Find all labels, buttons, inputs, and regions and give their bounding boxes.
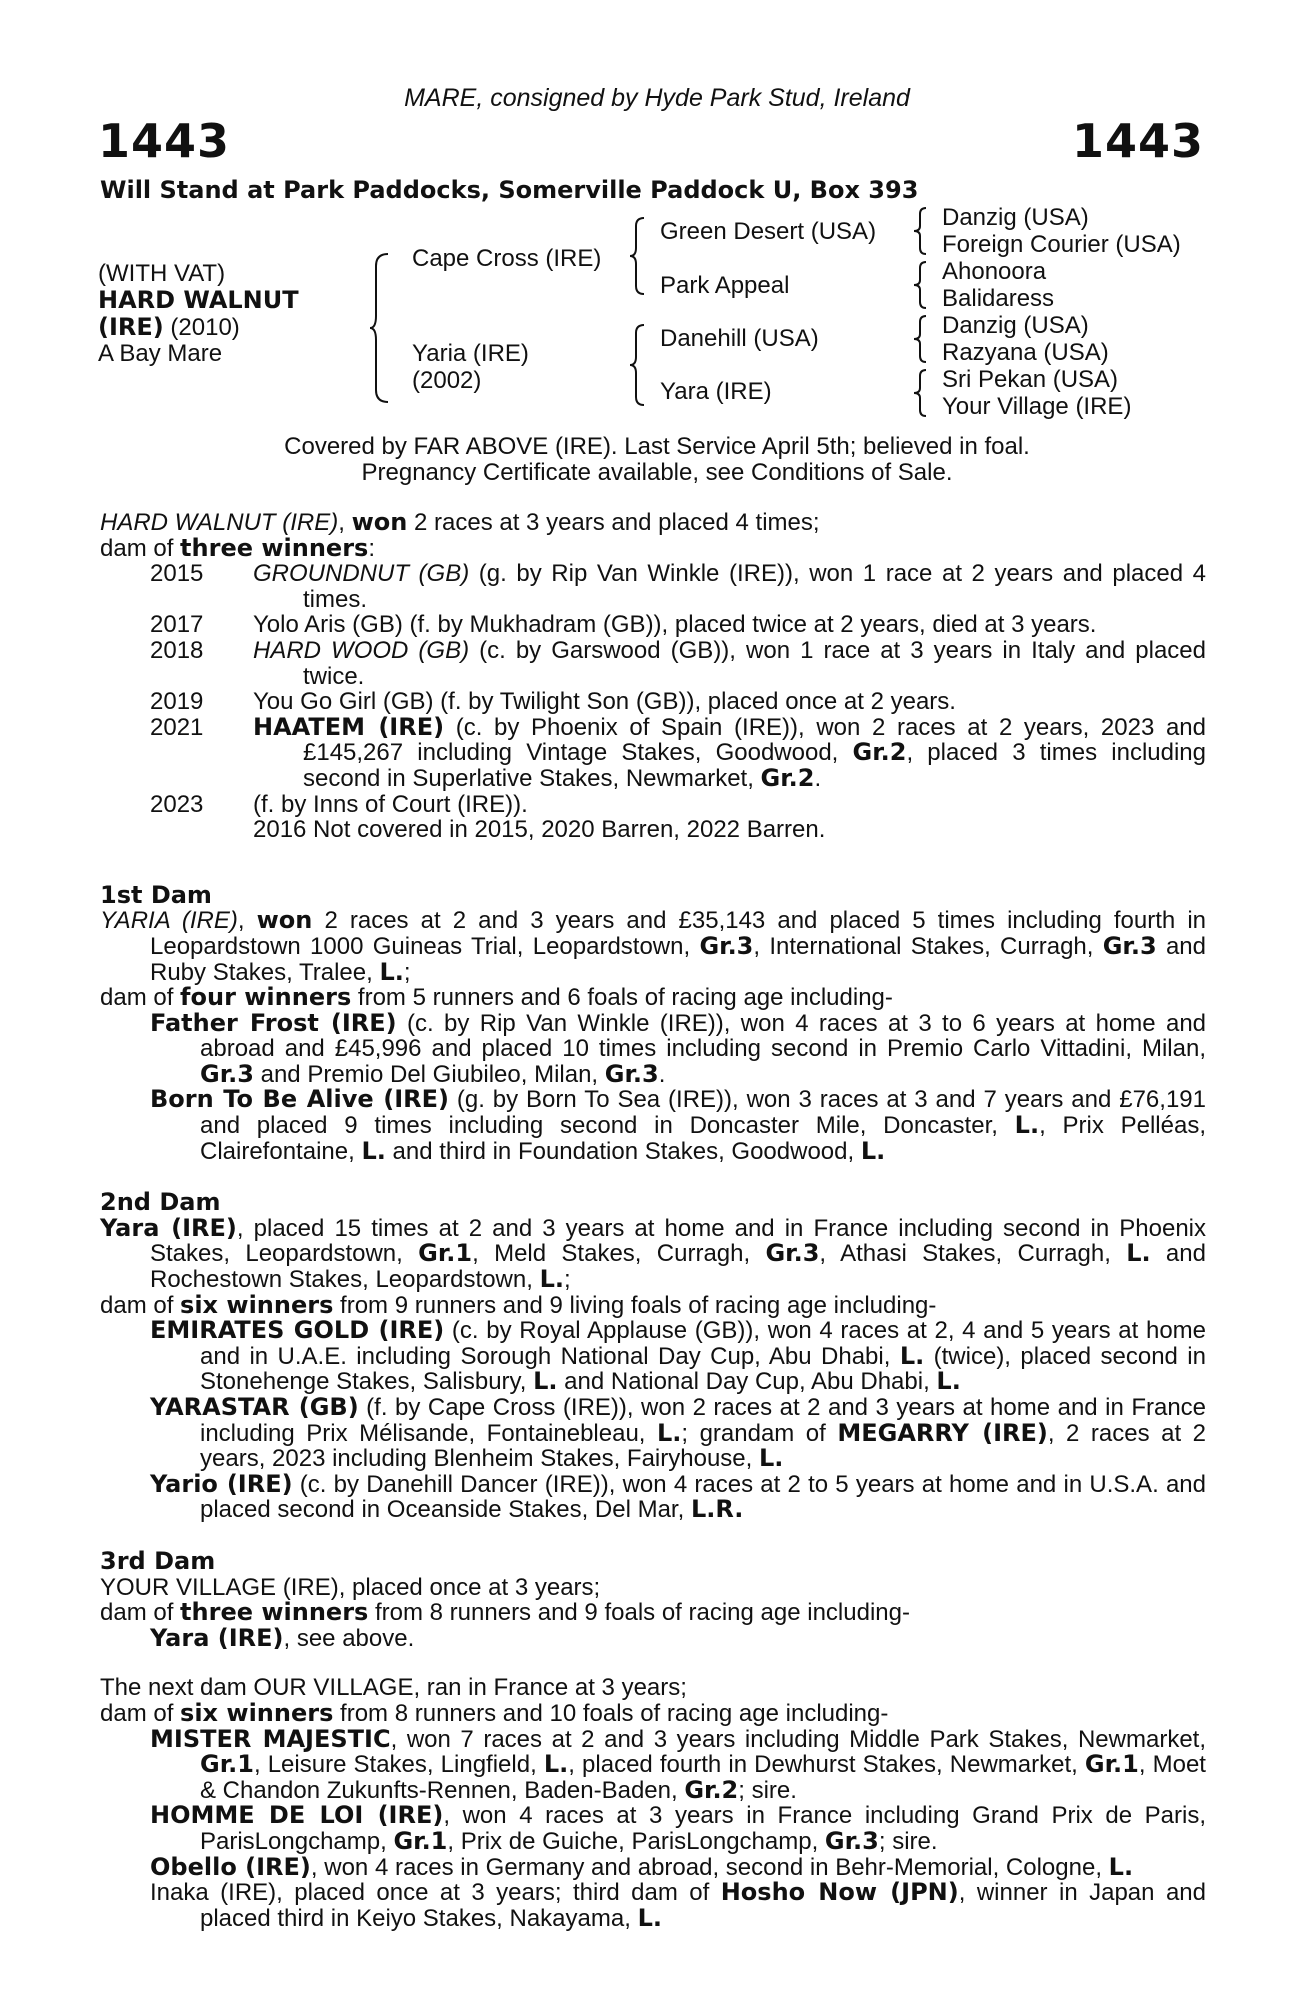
pedigree-ssd: Foreign Courier (USA) <box>942 231 1181 258</box>
third-dam-of: dam of three winners from 8 runners and 9 foals of racing age including- <box>100 1598 910 1627</box>
second-dam-of: dam of six winners from 9 runners and 9 living foals of racing age including- <box>100 1290 937 1319</box>
pregnancy-line: Pregnancy Certificate available, see Conditions of Sale. <box>361 459 953 486</box>
bracket-dd <box>912 368 930 418</box>
pedigree-sds: Ahonoora <box>942 258 1047 285</box>
second-dam-entry: EMIRATES GOLD (IRE) (c. by Royal Applause (GB)), won 4 races at 2, 4 and 5 years at home and in U.A.E. including Sorough National Day Cup, Abu Dhabi, L. (twice), placed second in Stonehenge Stakes, Salisbury, L. and National Day Cup, Abu Dhabi, L. <box>150 1316 1207 1396</box>
pedigree-dam-year: (2002) <box>412 367 482 394</box>
bracket-ss <box>912 206 930 256</box>
second-dam-entry: YARASTAR (GB) (f. by Cape Cross (IRE)), won 2 races at 2 and 3 years at home and in France including Prix Mélisande, Fontainebleau, L.; grandam of MEGARRY (IRE), 2 races at 2 years, 2023 including Blenheim Stakes, Fairyhouse, L. <box>150 1393 1207 1473</box>
first-dam-record: YARIA (IRE), won 2 races at 2 and 3 years and £35,143 and placed 5 times including fourth in Leopardstown 1000 Guineas Trial, Leopardstown, Gr.3, International Stakes, Curragh, Gr.3 and Ruby Stakes, Tralee, L.; <box>100 906 1207 986</box>
pedigree-dsd: Razyana (USA) <box>942 339 1109 366</box>
pedigree-bracket-sire <box>628 216 648 296</box>
next-dam-of: dam of six winners from 8 runners and 10 foals of racing age including- <box>100 1698 889 1727</box>
produce-row: 2023 (f. by Inns of Court (IRE)). <box>150 790 528 818</box>
first-dam-entry: Born To Be Alive (IRE) (g. by Born To Sea (IRE)), won 3 races at 3 and 7 years and £76,191 and placed 9 times including second in Doncaster Mile, Doncaster, L., Prix Pelléas, Clairefontaine, L. and third in Foundation Stakes, Goodwood, L. <box>150 1085 1207 1165</box>
pedigree-dam: Yaria (IRE) <box>412 340 529 367</box>
third-dam-record: YOUR VILLAGE (IRE), placed once at 3 years; <box>100 1573 601 1601</box>
next-dam-record: The next dam OUR VILLAGE, ran in France at 3 years; <box>100 1674 687 1702</box>
vat-label: (WITH VAT) <box>98 260 226 287</box>
second-dam-entry: Yario (IRE) (c. by Danehill Dancer (IRE)), won 4 races at 2 to 5 years at home and in U.S.A. and placed second in Oceanside Stakes, Del Mar, L.R. <box>150 1469 1206 1524</box>
produce-row: 2019 You Go Girl (GB) (f. by Twilight Son (GB)), placed once at 2 years. <box>150 688 956 716</box>
lot-number-left: 1443 <box>98 114 231 168</box>
bracket-ds <box>912 314 930 364</box>
pedigree-dam-dam: Yara (IRE) <box>660 378 772 405</box>
produce-dam-of: dam of three winners: <box>100 533 375 562</box>
produce-row: 2016 Not covered in 2015, 2020 Barren, 2022 Barren. <box>253 816 826 844</box>
next-dam-entry: HOMME DE LOI (IRE), won 4 races at 3 years in France including Grand Prix de Paris, ParisLongchamp, Gr.1, Prix de Guiche, ParisLongchamp, Gr.3; sire. <box>150 1801 1207 1855</box>
produce-row: 2021 HAATEM (IRE) (c. by Phoenix of Spain (IRE)), won 2 races at 2 years, 2023 and £145,267 including Vintage Stakes, Goodwood, Gr.2, placed 3 times including second in Superlative Stakes, Newmarket, Gr.2. <box>150 712 1206 792</box>
produce-record <box>100 510 1206 1931</box>
pedigree-sdd: Balidaress <box>942 285 1055 312</box>
pedigree-sire-dam: Park Appeal <box>660 272 790 299</box>
horse-name-line2: (IRE) (2010) <box>98 313 240 341</box>
produce-row: 2018 HARD WOOD (GB) (c. by Garswood (GB)), won 1 race at 3 years in Italy and placed twice. <box>150 636 1206 690</box>
third-dam-entry: Yara (IRE), see above. <box>150 1623 415 1652</box>
pedigree-dam-sire: Danehill (USA) <box>660 325 819 352</box>
next-dam-entry: Obello (IRE), won 4 races in Germany and abroad, second in Behr-Memorial, Cologne, L. <box>150 1852 1134 1881</box>
first-dam-heading: 1st Dam <box>100 880 212 909</box>
horse-name: HARD WALNUT <box>98 286 299 314</box>
pedigree-sire-sire: Green Desert (USA) <box>660 218 877 245</box>
next-dam-entry: MISTER MAJESTIC, won 7 races at 2 and 3 years including Middle Park Stakes, Newmarket, Gr.1, Leisure Stakes, Lingfield, L., placed fourth in Dewhurst Stakes, Newmarket, Gr.1, Moet & Chandon Zukunfts-Rennen, Baden-Baden, Gr.2; sire. <box>150 1724 1207 1804</box>
third-dam-heading: 3rd Dam <box>100 1546 216 1575</box>
lot-number-right: 1443 <box>1071 114 1204 168</box>
next-dam-entry: Inaka (IRE), placed once at 3 years; third dam of Hosho Now (JPN), winner in Japan and placed third in Keiyo Stakes, Nakayama, L. <box>150 1878 1206 1932</box>
stand-location: Will Stand at Park Paddocks, Somerville Paddock U, Box 393 <box>100 176 919 204</box>
covered-line: Covered by FAR ABOVE (IRE). Last Service April 5th; believed in foal. <box>284 433 1030 460</box>
pedigree-bracket-main <box>368 252 392 404</box>
produce-intro: HARD WALNUT (IRE), won 2 races at 3 years and placed 4 times; <box>100 508 820 536</box>
pedigree-dds: Sri Pekan (USA) <box>942 366 1119 393</box>
pedigree-sss: Danzig (USA) <box>942 204 1089 231</box>
pedigree-dss: Danzig (USA) <box>942 312 1089 339</box>
first-dam-of: dam of four winners from 5 runners and 6 foals of racing age including- <box>100 983 893 1012</box>
produce-row: 2015 GROUNDNUT (GB) (g. by Rip Van Winkle (IRE)), won 1 race at 2 years and placed 4 times. <box>150 560 1206 613</box>
produce-row: 2017 Yolo Aris (GB) (f. by Mukhadram (GB)), placed twice at 2 years, died at 3 years. <box>150 611 1097 639</box>
second-dam-record: Yara (IRE), placed 15 times at 2 and 3 years at home and in France including second in Phoenix Stakes, Leopardstown, Gr.1, Meld Stakes, Curragh, Gr.3, Athasi Stakes, Curragh, L. and Rochestown Stakes, Leopardstown, L.; <box>100 1213 1206 1294</box>
pedigree-sire: Cape Cross (IRE) <box>412 245 602 272</box>
pedigree-ddd: Your Village (IRE) <box>942 393 1132 420</box>
pedigree-bracket-dam <box>628 323 648 407</box>
consignor-line: MARE, consigned by Hyde Park Stud, Ireland <box>404 84 910 112</box>
second-dam-heading: 2nd Dam <box>100 1188 221 1217</box>
horse-description: A Bay Mare <box>98 340 223 367</box>
first-dam-entry: Father Frost (IRE) (c. by Rip Van Winkle (IRE)), won 4 races at 3 to 6 years at home and abroad and £45,996 and placed 10 times including second in Premio Carlo Vittadini, Milan, Gr.3 and Premio Del Giubileo, Milan, Gr.3. <box>150 1008 1207 1088</box>
bracket-sd <box>912 260 930 310</box>
